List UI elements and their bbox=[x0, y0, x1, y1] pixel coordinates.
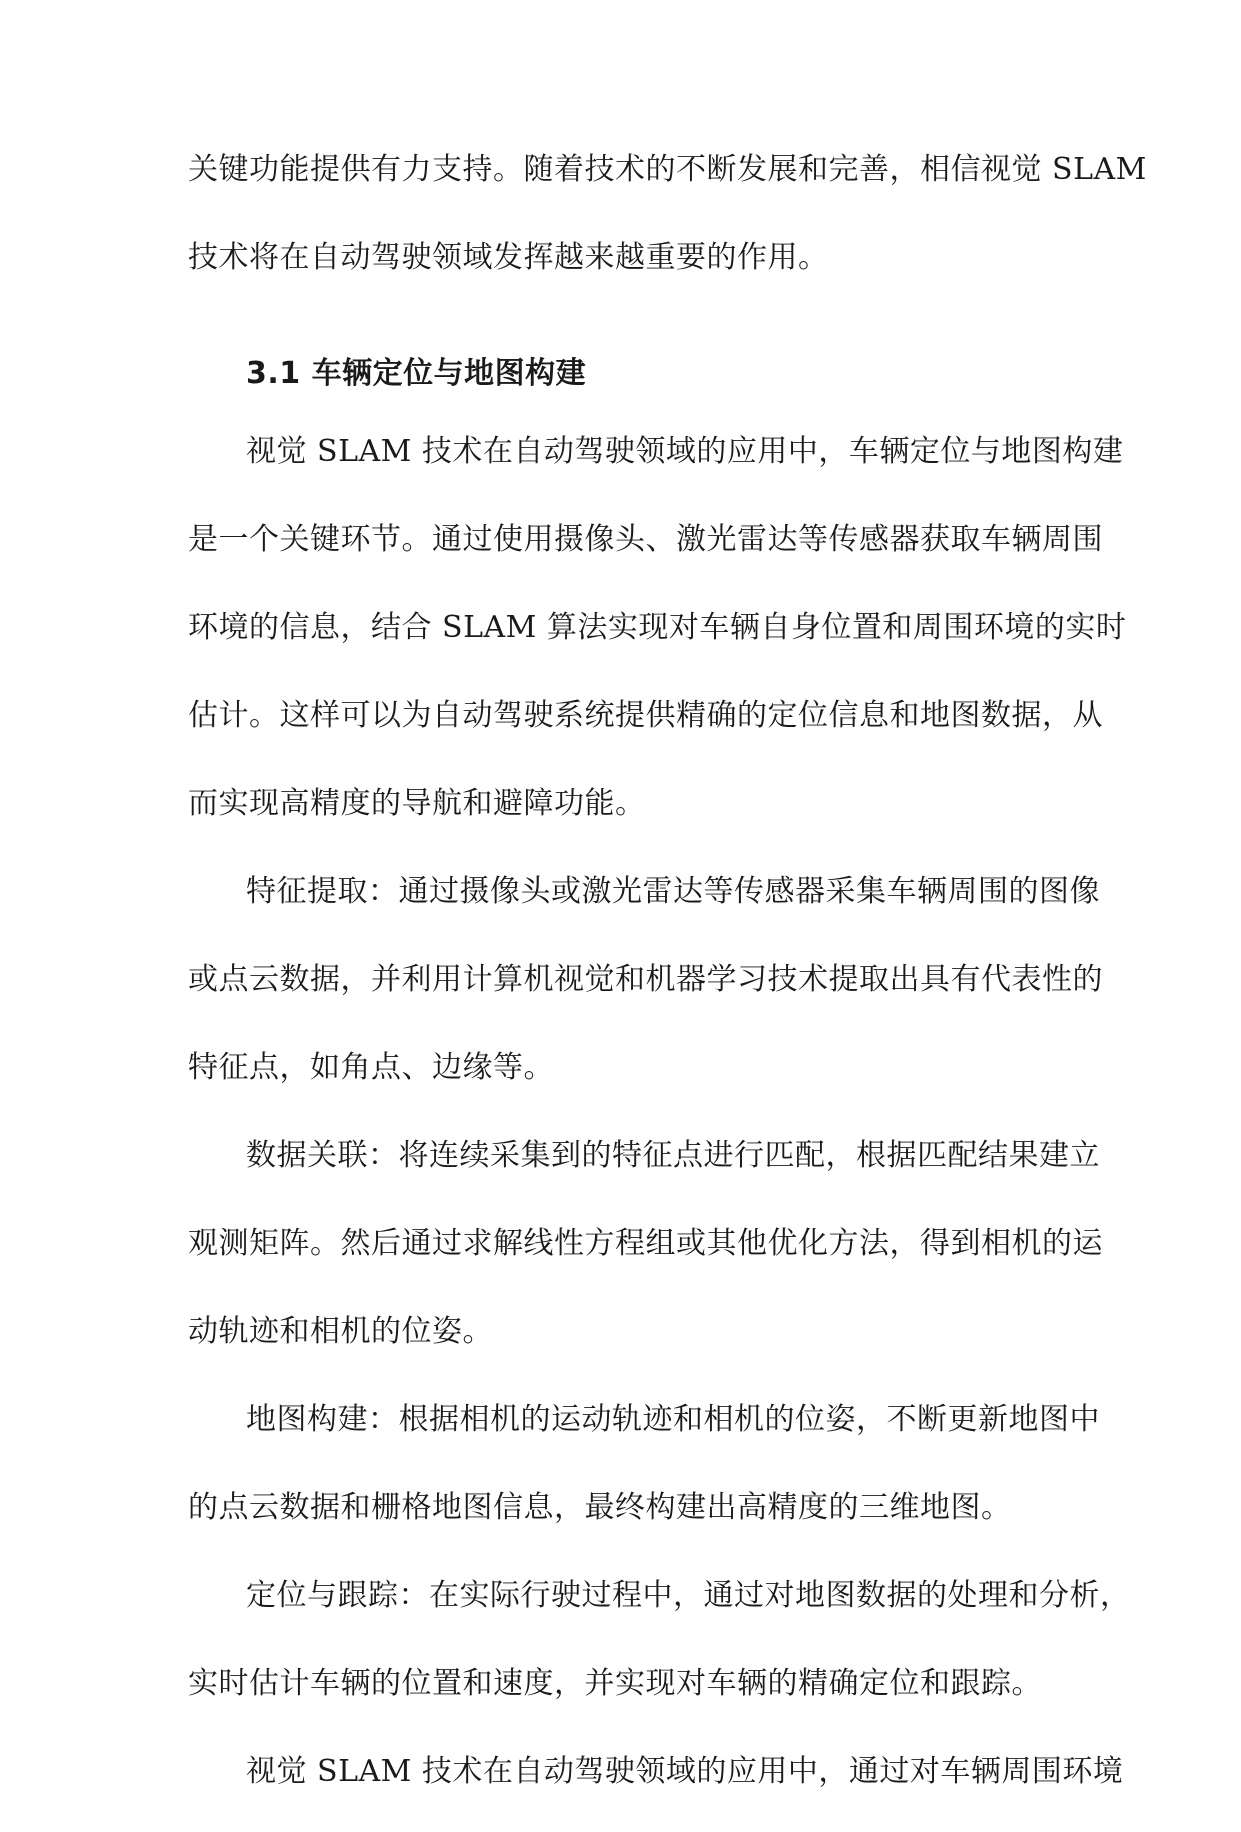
text-line: 技术将在自动驾驶领域发挥越来越重要的作用。 bbox=[188, 240, 829, 275]
paragraph-localization-tracking bbox=[188, 1568, 1131, 1744]
text-line: 定位与跟踪：在实际行驶过程中，通过对地图数据的处理和分析， bbox=[246, 1578, 1131, 1613]
text-line: 实时估计车辆的位置和速度，并实现对车辆的精确定位和跟踪。 bbox=[188, 1666, 1042, 1701]
text-line: 是一个关键环节。通过使用摄像头、激光雷达等传感器获取车辆周围 bbox=[188, 522, 1103, 557]
text-line: 视觉 SLAM 技术在自动驾驶领域的应用中，车辆定位与地图构建 bbox=[246, 434, 1124, 469]
paragraph-feature-extraction bbox=[188, 864, 1103, 1128]
paragraph-data-association bbox=[188, 1128, 1103, 1392]
text-line: 环境的信息，结合 SLAM 算法实现对车辆自身位置和周围环境的实时 bbox=[188, 610, 1127, 645]
text-line: 特征点，如角点、边缘等。 bbox=[188, 1050, 554, 1085]
text-line: 动轨迹和相机的位姿。 bbox=[188, 1314, 493, 1349]
text-line: 视觉 SLAM 技术在自动驾驶领域的应用中，通过对车辆周围环境 bbox=[246, 1754, 1124, 1789]
paragraph-vehicle-localization bbox=[188, 424, 1127, 864]
section-heading: 3.1 车辆定位与地图构建 bbox=[246, 356, 587, 391]
text-line: 地图构建：根据相机的运动轨迹和相机的位姿，不断更新地图中 bbox=[246, 1402, 1100, 1437]
text-line: 的点云数据和栅格地图信息，最终构建出高精度的三维地图。 bbox=[188, 1490, 1012, 1525]
text-line: 而实现高精度的导航和避障功能。 bbox=[188, 786, 646, 821]
document-body bbox=[188, 142, 1147, 1832]
text-line: 数据关联：将连续采集到的特征点进行匹配，根据匹配结果建立 bbox=[246, 1138, 1100, 1173]
intro-paragraph bbox=[188, 142, 1147, 318]
text-line: 或点云数据，并利用计算机视觉和机器学习技术提取出具有代表性的 bbox=[188, 962, 1103, 997]
text-line: 关键功能提供有力支持。随着技术的不断发展和完善，相信视觉 SLAM bbox=[188, 152, 1147, 187]
text-line: 特征提取：通过摄像头或激光雷达等传感器采集车辆周围的图像 bbox=[246, 874, 1100, 909]
text-line: 观测矩阵。然后通过求解线性方程组或其他优化方法，得到相机的运 bbox=[188, 1226, 1103, 1261]
text-line: 估计。这样可以为自动驾驶系统提供精确的定位信息和地图数据，从 bbox=[188, 698, 1103, 733]
paragraph-map-building bbox=[188, 1392, 1100, 1568]
paragraph-visual-slam-summary bbox=[188, 1744, 1124, 1832]
